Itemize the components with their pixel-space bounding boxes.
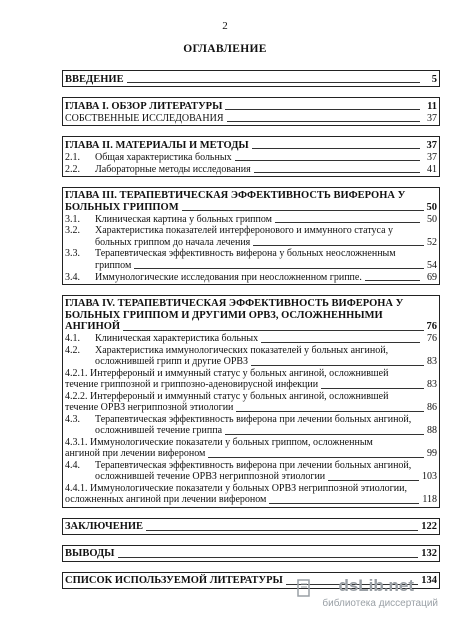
leader-line — [225, 434, 424, 435]
watermark-logo: dsLib.net — [338, 576, 414, 595]
toc-entry-2-2[interactable] — [65, 163, 437, 175]
entry-page: 5 — [431, 73, 437, 85]
toc-title: ОГЛАВЛЕНИЕ — [183, 43, 267, 55]
entry-page: 99 — [427, 448, 437, 459]
toc-entry-4-3-1[interactable] — [65, 437, 437, 460]
leader-line — [252, 148, 420, 149]
entry-label: ВЫВОДЫ — [65, 548, 115, 559]
entry-label: 4.4.1. Иммунологические показатели у больных ОРВЗ негриппозной этиологии, — [65, 482, 407, 494]
entry-page: 76 — [427, 333, 437, 344]
leader-line — [253, 245, 424, 246]
watermark-subtitle: библиотека диссертаций — [322, 598, 438, 609]
entry-label: Терапевтическая эффективность виферона при лечении больных ангиной, — [95, 459, 412, 471]
entry-number: 4.1. — [65, 333, 80, 344]
toc-block-chapter-2 — [62, 136, 440, 177]
entry-page: 54 — [427, 259, 437, 271]
entry-number: 3.2. — [65, 225, 80, 236]
entry-number: 2.1. — [65, 151, 80, 163]
entry-page: 88 — [427, 425, 437, 436]
entry-page: 83 — [427, 356, 437, 367]
entry-label: Терапевтическая эффективность виферона при лечении больных ангиной, — [95, 413, 412, 425]
toc-entry-chapter-1[interactable] — [65, 100, 437, 112]
leader-line — [251, 365, 424, 366]
entry-page: 41 — [427, 163, 437, 175]
entry-page: 37 — [427, 151, 437, 163]
entry-label: Лабораторные методы исследования — [95, 163, 251, 175]
entry-label: ГЛАВА IV. ТЕРАПЕВТИЧЕСКАЯ ЭФФЕКТИВНОСТЬ ВИФЕРОНА У — [65, 298, 404, 309]
entry-page: 50 — [427, 213, 437, 225]
toc-block-findings — [62, 545, 440, 562]
entry-label: больных гриппом до начала лечения — [95, 236, 251, 248]
entry-page: 37 — [426, 139, 437, 151]
entry-label: 4.2.2. Интерфероный и иммунный статус у больных ангиной, осложнившей — [65, 390, 389, 402]
leader-line — [208, 457, 424, 458]
leader-line — [254, 172, 420, 173]
toc-entry-chapter-4[interactable] — [65, 298, 437, 333]
page-number: 2 — [222, 20, 228, 32]
toc-entry-2-1[interactable] — [65, 151, 437, 163]
entry-label: осложнившей грипп и другие ОРВЗ — [95, 356, 249, 367]
entry-label: течение ОРВЗ негриппозной этиологии — [65, 402, 234, 413]
entry-label: Характеристика иммунологических показателей у больных ангиной, — [95, 344, 389, 356]
entry-label: осложнившей течение ОРВЗ негриппозной этиологии — [95, 471, 326, 482]
entry-page: 132 — [421, 548, 437, 559]
toc-block-chapter-4 — [62, 295, 440, 508]
entry-number: 4.4. — [65, 459, 80, 471]
entry-label: БОЛЬНЫХ ГРИППОМ И ДРУГИМИ ОРВЗ, ОСЛОЖНЕННЫМИ — [65, 309, 383, 321]
leader-line — [118, 557, 419, 558]
leader-line — [275, 222, 420, 223]
entry-label: Клиническая картина у больных гриппом — [95, 213, 273, 225]
entry-label: 4.2.1. Интерфероный и иммунный статус у больных ангиной, осложнившей — [65, 367, 389, 379]
toc-entry-3-1[interactable] — [65, 213, 437, 225]
entry-page: 76 — [426, 321, 437, 332]
entry-label: 4.3.1. Иммунологические показатели у больных гриппом, осложненным — [65, 436, 373, 448]
entry-label: течение гриппозной и гриппозно-аденовирусной инфекции — [65, 379, 319, 390]
entry-number: 3.1. — [65, 213, 80, 225]
entry-page: 122 — [421, 521, 437, 532]
leader-line — [134, 268, 424, 269]
toc-entry-3-3[interactable] — [65, 248, 437, 271]
leader-line — [261, 342, 420, 343]
entry-label: АНГИНОЙ — [65, 321, 121, 332]
toc-entry-4-4-1[interactable] — [65, 483, 437, 506]
entry-label: Иммунологические исследования при неосложненном гриппе. — [95, 271, 362, 283]
entry-number: 4.3. — [65, 413, 80, 425]
toc-entry-4-2-2[interactable] — [65, 391, 437, 414]
entry-page: 103 — [422, 471, 437, 482]
toc-entry-chapter-2[interactable] — [65, 139, 437, 151]
entry-label: Общая характеристика больных — [95, 151, 232, 163]
entry-page: 37 — [427, 112, 437, 124]
entry-number: 2.2. — [65, 163, 80, 175]
entry-page: 50 — [426, 201, 437, 213]
leader-line — [365, 280, 420, 281]
table-of-contents — [62, 70, 440, 599]
leader-line — [236, 411, 424, 412]
entry-number: 3.4. — [65, 271, 80, 283]
toc-entry-4-3[interactable] — [65, 414, 437, 437]
leader-line — [269, 503, 419, 504]
leader-line — [328, 480, 419, 481]
toc-entry-4-2-1[interactable] — [65, 368, 437, 391]
entry-number: 4.2. — [65, 344, 80, 356]
entry-page: 83 — [427, 379, 437, 390]
toc-entry-chapter-3[interactable] — [65, 190, 437, 213]
toc-entry-4-2[interactable] — [65, 345, 437, 368]
entry-label: осложнившей течение гриппа — [95, 425, 223, 436]
entry-label: Характеристика показателей интерферонового и иммунного статуса у — [95, 225, 394, 236]
entry-label: Терапевтическая эффективность виферона у больных неосложненным — [95, 248, 396, 259]
leader-line — [182, 210, 424, 211]
toc-entry-3-4[interactable] — [65, 271, 437, 283]
toc-entry-4-1[interactable] — [65, 333, 437, 345]
toc-block-introduction — [62, 70, 440, 87]
toc-entry-findings[interactable] — [65, 548, 437, 560]
entry-label: осложненных ангиной при лечении вифероном — [65, 494, 267, 505]
toc-block-conclusion — [62, 518, 440, 535]
watermark — [292, 576, 442, 616]
toc-block-chapter-1 — [62, 97, 440, 126]
leader-line — [123, 330, 423, 331]
toc-entry-introduction[interactable] — [65, 73, 437, 85]
entry-label: СПИСОК ИСПОЛЬЗУЕМОЙ ЛИТЕРАТУРЫ — [65, 575, 283, 586]
entry-page: 11 — [427, 100, 437, 112]
toc-entry-3-2[interactable] — [65, 225, 437, 248]
entry-page: 118 — [422, 494, 437, 505]
book-icon — [296, 578, 312, 598]
entry-page: 69 — [427, 271, 437, 283]
leader-line — [235, 160, 420, 161]
leader-line — [225, 109, 420, 110]
entry-page: 86 — [427, 402, 437, 413]
leader-line — [146, 530, 418, 531]
entry-label: ГЛАВА I. ОБЗОР ЛИТЕРАТУРЫ — [65, 100, 223, 112]
entry-label: ГЛАВА II. МАТЕРИАЛЫ И МЕТОДЫ — [65, 139, 249, 151]
entry-label: ВВЕДЕНИЕ — [65, 73, 124, 85]
entry-label: БОЛЬНЫХ ГРИППОМ — [65, 201, 179, 213]
toc-entry-4-4[interactable] — [65, 460, 437, 483]
entry-label: ГЛАВА III. ТЕРАПЕВТИЧЕСКАЯ ЭФФЕКТИВНОСТЬ ВИФЕРОНА У — [65, 190, 406, 201]
entry-label: ЗАКЛЮЧЕНИЕ — [65, 521, 144, 532]
entry-label: СОБСТВЕННЫЕ ИССЛЕДОВАНИЯ — [65, 112, 224, 124]
entry-label: Клиническая характеристика больных — [95, 333, 259, 344]
toc-entry-conclusion[interactable] — [65, 521, 437, 533]
leader-line — [321, 388, 424, 389]
leader-line — [227, 121, 420, 122]
leader-line — [127, 82, 420, 83]
entry-label: гриппом — [95, 259, 132, 271]
toc-entry-own-research[interactable] — [65, 112, 437, 124]
entry-page: 52 — [427, 236, 437, 248]
entry-number: 3.3. — [65, 248, 80, 259]
toc-block-chapter-3 — [62, 187, 440, 285]
entry-label: ангиной при лечении вифероном — [65, 448, 206, 459]
entry-page: 134 — [421, 575, 437, 586]
